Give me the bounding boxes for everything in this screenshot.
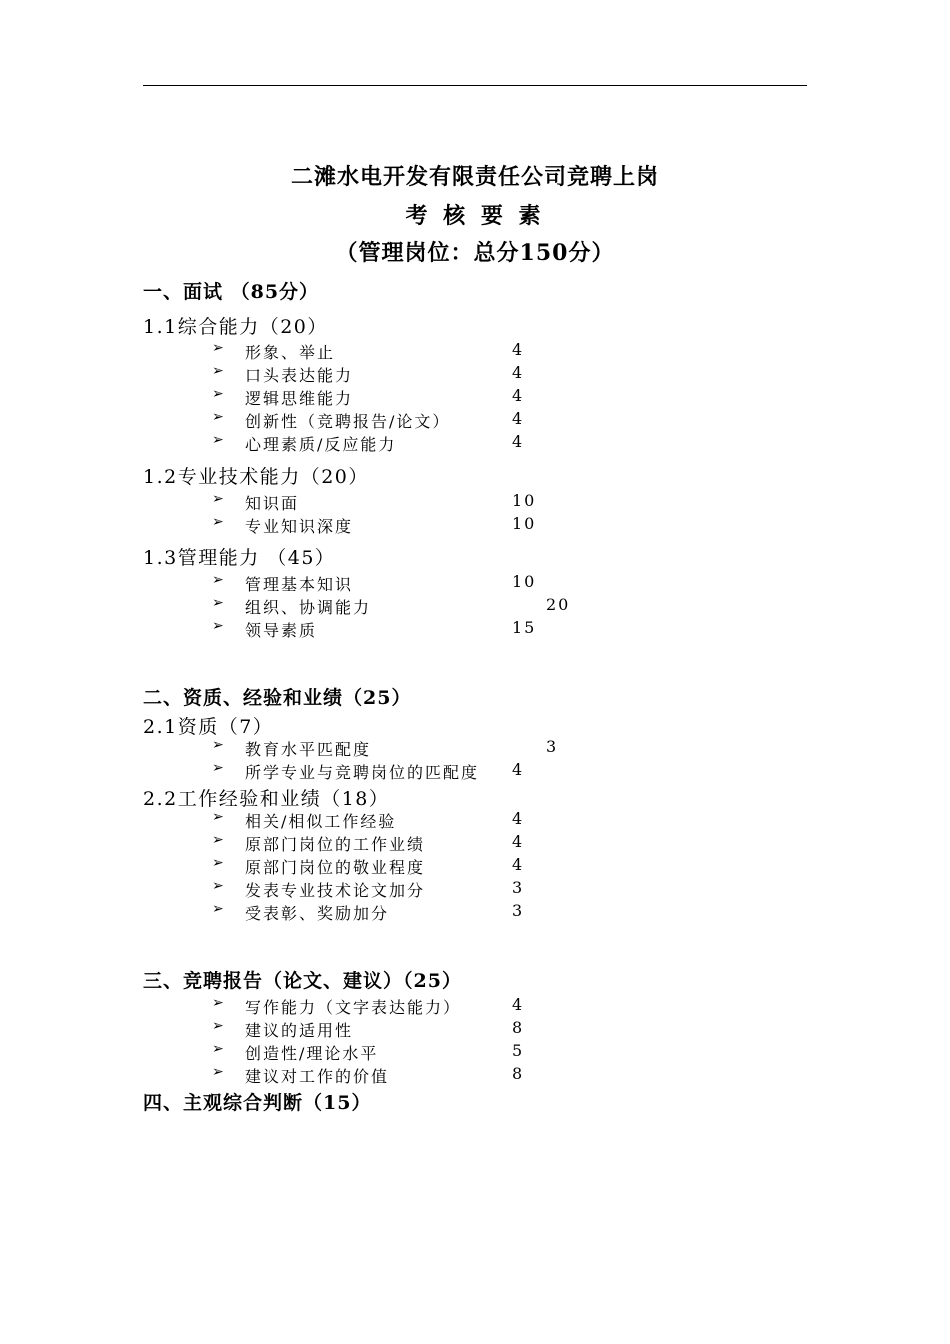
item-score: 4 (512, 760, 525, 779)
item-label: 原部门岗位的工作业绩 (245, 835, 426, 854)
section-heading-judgment: 四、主观综合判断（15） (143, 1092, 372, 1114)
item-label: 写作能力（文字表达能力） (245, 998, 462, 1017)
arrow-bullet-icon: ➢ (212, 737, 226, 753)
item-label: 创新性（竞聘报告/论文） (245, 412, 451, 431)
item-score: 5 (512, 1041, 525, 1060)
item-score: 3 (512, 878, 525, 897)
arrow-bullet-icon: ➢ (212, 901, 226, 917)
item-score: 4 (512, 432, 525, 451)
arrow-bullet-icon: ➢ (212, 832, 226, 848)
item-score: 3 (546, 737, 559, 756)
item-score: 4 (512, 386, 525, 405)
item-score: 4 (512, 855, 525, 874)
item-label: 原部门岗位的敬业程度 (245, 858, 426, 877)
item-label: 建议对工作的价值 (245, 1067, 390, 1086)
item-label: 知识面 (245, 494, 300, 513)
arrow-bullet-icon: ➢ (212, 878, 226, 894)
section-heading-qualifications: 二、资质、经验和业绩（25） (143, 687, 412, 709)
document-scope: （管理岗位：总分150分） (335, 240, 615, 266)
arrow-bullet-icon: ➢ (212, 809, 226, 825)
arrow-bullet-icon: ➢ (212, 572, 226, 588)
item-label: 创造性/理论水平 (245, 1044, 379, 1063)
item-score: 10 (512, 514, 537, 533)
item-score: 20 (546, 595, 571, 614)
subsection-heading: 2.1资质（7） (143, 716, 274, 738)
item-label: 管理基本知识 (245, 575, 354, 594)
item-label: 形象、举止 (245, 343, 336, 362)
item-score: 4 (512, 809, 525, 828)
arrow-bullet-icon: ➢ (212, 340, 226, 356)
item-label: 建议的适用性 (245, 1021, 354, 1040)
item-score: 10 (512, 572, 537, 591)
arrow-bullet-icon: ➢ (212, 760, 226, 776)
item-score: 4 (512, 995, 525, 1014)
arrow-bullet-icon: ➢ (212, 409, 226, 425)
item-label: 逻辑思维能力 (245, 389, 354, 408)
arrow-bullet-icon: ➢ (212, 995, 226, 1011)
item-label: 发表专业技术论文加分 (245, 881, 426, 900)
arrow-bullet-icon: ➢ (212, 363, 226, 379)
item-score: 8 (512, 1018, 525, 1037)
item-label: 教育水平匹配度 (245, 740, 372, 759)
subsection-heading: 1.2专业技术能力（20） (143, 466, 369, 488)
item-label: 受表彰、奖励加分 (245, 904, 390, 923)
arrow-bullet-icon: ➢ (212, 432, 226, 448)
arrow-bullet-icon: ➢ (212, 1064, 226, 1080)
section-heading-interview: 一、面试 （85分） (143, 281, 320, 303)
section-heading-report: 三、竞聘报告（论文、建议）（25） (143, 970, 462, 992)
item-score: 4 (512, 363, 525, 382)
item-score: 4 (512, 340, 525, 359)
document-title: 二滩水电开发有限责任公司竞聘上岗 (290, 164, 659, 190)
item-label: 领导素质 (245, 621, 318, 640)
document-subtitle: 考 核 要 素 (405, 203, 545, 229)
subsection-heading: 2.2工作经验和业绩（18） (143, 788, 390, 810)
arrow-bullet-icon: ➢ (212, 386, 226, 402)
item-label: 专业知识深度 (245, 517, 354, 536)
arrow-bullet-icon: ➢ (212, 491, 226, 507)
arrow-bullet-icon: ➢ (212, 618, 226, 634)
item-score: 15 (512, 618, 537, 637)
subsection-heading: 1.3管理能力 （45） (143, 547, 336, 569)
item-label: 心理素质/反应能力 (245, 435, 397, 454)
item-label: 组织、协调能力 (245, 598, 372, 617)
item-label: 所学专业与竞聘岗位的匹配度 (245, 763, 480, 782)
item-score: 4 (512, 409, 525, 428)
item-score: 10 (512, 491, 537, 510)
arrow-bullet-icon: ➢ (212, 1018, 226, 1034)
arrow-bullet-icon: ➢ (212, 514, 226, 530)
arrow-bullet-icon: ➢ (212, 595, 226, 611)
item-score: 3 (512, 901, 525, 920)
header-rule (143, 85, 807, 86)
item-score: 4 (512, 832, 525, 851)
item-score: 8 (512, 1064, 525, 1083)
subsection-heading: 1.1综合能力（20） (143, 316, 328, 338)
item-label: 相关/相似工作经验 (245, 812, 397, 831)
item-label: 口头表达能力 (245, 366, 354, 385)
arrow-bullet-icon: ➢ (212, 1041, 226, 1057)
arrow-bullet-icon: ➢ (212, 855, 226, 871)
